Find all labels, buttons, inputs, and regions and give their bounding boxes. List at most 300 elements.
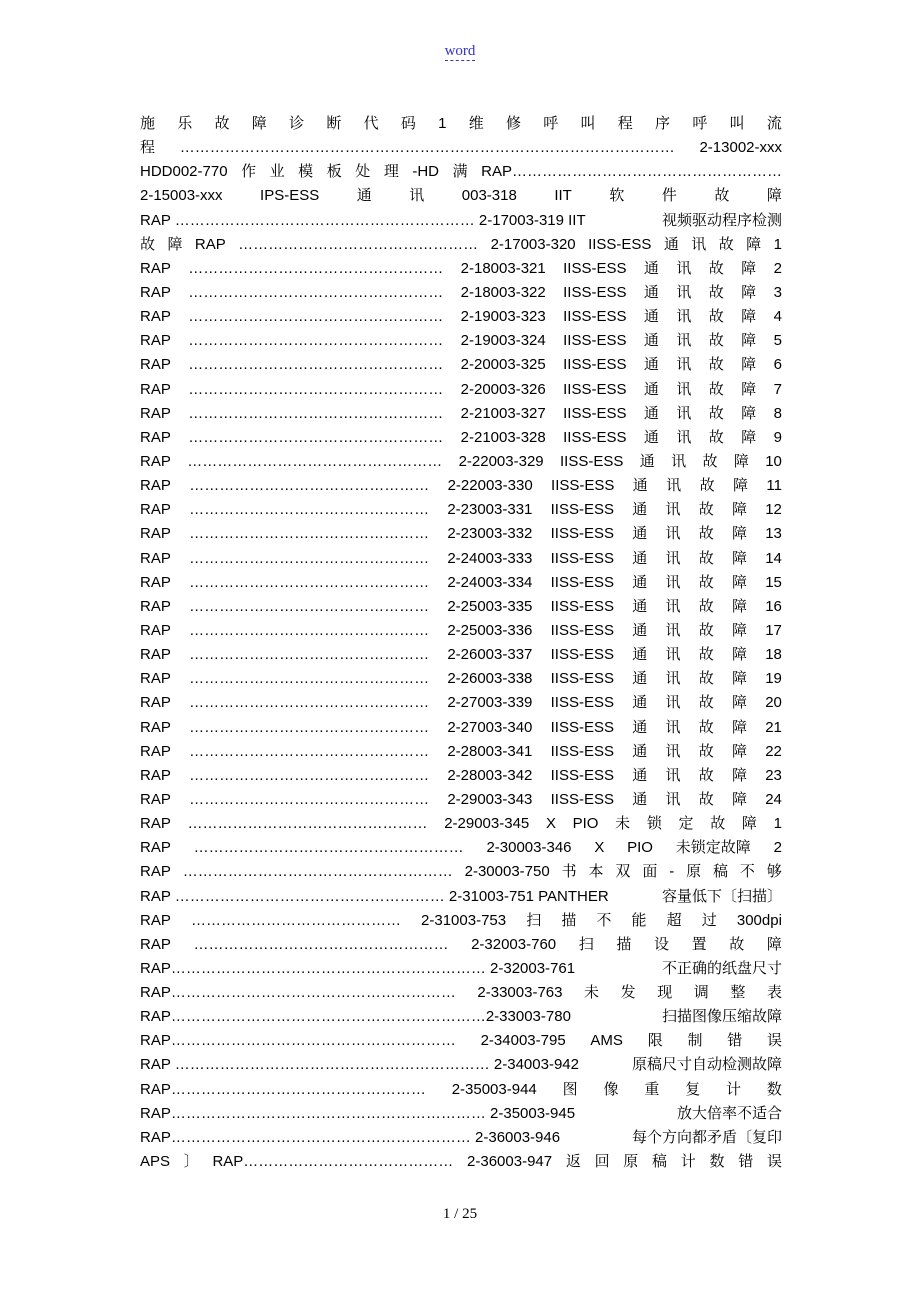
toc-token: PIO (627, 839, 653, 857)
toc-token: 故 (708, 259, 724, 277)
toc-token: 2-27003-340 (447, 718, 533, 736)
toc-token: ……………………………………………… (193, 839, 464, 857)
toc-token: 故 (698, 670, 714, 688)
toc-line (140, 1053, 782, 1077)
toc-token: 锁 (646, 815, 662, 833)
toc-token: ……………………………………………… (182, 863, 453, 881)
toc-token: 故 (708, 404, 724, 422)
toc-token: 通 (643, 428, 659, 446)
toc-line (140, 716, 782, 740)
toc-line (140, 305, 782, 329)
toc-token: 通 (632, 525, 648, 543)
toc-token: 2-30003-750 (464, 863, 550, 881)
toc-token: 未 (584, 984, 600, 1002)
toc-token: 讯 (676, 259, 692, 277)
toc-token: 整 (730, 984, 746, 1002)
toc-token: RAP……………………………………………………… 2-35003-945 (140, 1104, 576, 1122)
toc-token: RAP…………………………………………………… 2-36003-946 (140, 1128, 561, 1146)
toc-token: 通 (632, 694, 648, 712)
toc-token: IISS-ESS (563, 332, 627, 350)
toc-token: 回 (594, 1153, 610, 1171)
toc-token: 2-27003-339 (447, 694, 533, 712)
toc-token: IISS-ESS (550, 766, 614, 784)
toc-token: IISS-ESS (550, 790, 614, 808)
toc-token: 讯 (676, 283, 692, 301)
toc-token: 2-21003-327 (460, 404, 546, 422)
toc-line (140, 136, 782, 160)
toc-token: X (594, 839, 605, 857)
toc-token: 故 (708, 283, 724, 301)
toc-line (140, 885, 782, 909)
toc-line (140, 160, 782, 184)
toc-token: 呼 (543, 115, 559, 132)
toc-token: IISS-ESS (563, 308, 627, 326)
toc-token: 障 (766, 187, 782, 205)
toc-token: 2-30003-346 (486, 839, 572, 857)
toc-token: RAP …………………………………………………… 2-17003-319 IIT (140, 211, 586, 229)
toc-line (140, 691, 782, 715)
toc-token: 障 (741, 404, 757, 422)
toc-line (140, 619, 782, 643)
toc-token: 放大倍率不适合 (676, 1104, 782, 1122)
toc-token: 14 (765, 549, 782, 567)
toc-token: IISS-ESS (560, 452, 624, 470)
toc-line (140, 1029, 782, 1053)
toc-token: 障 (731, 573, 747, 591)
toc-token: 修 (505, 115, 521, 132)
toc-token: 呼 (692, 115, 708, 132)
toc-line (140, 860, 782, 884)
toc-token: 3 (773, 283, 782, 301)
toc-token: 障 (731, 621, 747, 639)
toc-token: RAP (140, 742, 171, 760)
toc-token: 模 (298, 163, 314, 181)
toc-token: 故 (718, 235, 734, 253)
toc-line (140, 281, 782, 305)
toc-token: 讯 (665, 694, 681, 712)
toc-token: 障 (167, 235, 183, 253)
toc-token: IISS-ESS (563, 404, 627, 422)
toc-token: IISS-ESS (550, 549, 614, 567)
toc-token: 讯 (409, 187, 425, 205)
toc-token: IISS-ESS (550, 525, 614, 543)
toc-token: 2-23003-331 (447, 501, 533, 519)
toc-token: IISS-ESS (563, 380, 627, 398)
toc-token: 故 (698, 718, 714, 736)
toc-token: …………………………………………… (188, 259, 444, 277)
toc-line (140, 547, 782, 571)
header-word-link[interactable]: word (444, 43, 476, 59)
toc-line (140, 667, 782, 691)
toc-token: 描 (616, 935, 632, 953)
toc-token: 故 (708, 308, 724, 326)
toc-token: 通 (632, 573, 648, 591)
toc-token: 故 (698, 573, 714, 591)
toc-token: 通 (632, 742, 648, 760)
toc-token: RAP (140, 380, 171, 398)
toc-content (140, 112, 782, 1174)
toc-token: IISS-ESS (550, 694, 614, 712)
toc-token: 处 (355, 163, 371, 181)
toc-line (140, 329, 782, 353)
toc-token: 11 (766, 477, 782, 495)
toc-line (140, 184, 782, 208)
toc-token: 故 (714, 187, 730, 205)
toc-token: RAP……………………………………………………… 2-32003-761 (140, 959, 576, 977)
toc-token: RAP (140, 718, 171, 736)
toc-token: IISS-ESS (563, 283, 627, 301)
toc-token: 调 (693, 984, 709, 1002)
toc-token: 程 (140, 139, 156, 157)
toc-token: 通 (639, 452, 655, 470)
toc-token: 障 (741, 283, 757, 301)
toc-token: IISS-ESS (563, 356, 627, 374)
toc-token: 2-13002-xxx (699, 139, 782, 157)
toc-token: 程 (617, 115, 633, 132)
toc-token: 21 (765, 718, 782, 736)
toc-token: 障 (766, 935, 782, 953)
toc-token: 讯 (665, 549, 681, 567)
toc-token: RAP (140, 766, 171, 784)
toc-token: 原 (686, 863, 702, 881)
toc-token: 通 (632, 477, 648, 495)
toc-token: 错 (738, 1153, 754, 1171)
toc-token: 代 (363, 115, 379, 132)
toc-token: …………………………………………… (188, 356, 444, 374)
toc-token: 制 (687, 1032, 703, 1050)
toc-token: 稿 (713, 863, 729, 881)
toc-token: RAP (140, 452, 171, 470)
toc-token: 板 (326, 163, 342, 181)
toc-token: -HD (412, 163, 440, 181)
toc-token: 通 (643, 356, 659, 374)
toc-token: 故 (698, 790, 714, 808)
toc-token: IISS-ESS (550, 597, 614, 615)
toc-line (140, 643, 782, 667)
toc-line (140, 402, 782, 426)
toc-token: 9 (773, 428, 782, 446)
toc-token: HDD002-770 (140, 163, 228, 181)
toc-token: 2-34003-795 (480, 1032, 566, 1050)
toc-token: RAP……………………………………………… (481, 163, 782, 181)
toc-token: ………………………………………… (238, 235, 479, 253)
toc-token: 2 (773, 259, 782, 277)
toc-token: 讯 (676, 428, 692, 446)
toc-token: 2-20003-326 (460, 380, 546, 398)
toc-line (140, 740, 782, 764)
toc-token: 讯 (676, 380, 692, 398)
toc-token: 序 (655, 115, 671, 132)
toc-token: 13 (765, 525, 782, 543)
toc-token: 故 (698, 766, 714, 784)
toc-line (140, 474, 782, 498)
toc-token: 4 (773, 308, 782, 326)
toc-line (140, 426, 782, 450)
toc-line (140, 257, 782, 281)
toc-token: 通 (643, 283, 659, 301)
toc-token: RAP ……………………………………………………… 2-34003-942 (140, 1056, 579, 1074)
toc-token: 障 (741, 332, 757, 350)
toc-token: 2-18003-321 (460, 259, 546, 277)
toc-token: 1 (438, 115, 447, 132)
toc-line (140, 957, 782, 981)
toc-token: 障 (746, 235, 762, 253)
toc-token: 软 (609, 187, 625, 205)
toc-token: - (669, 863, 675, 881)
toc-token: ………………………………………… (189, 621, 430, 639)
toc-token: 故 (214, 115, 230, 132)
page-number: 1 / 25 (442, 1206, 478, 1222)
toc-token: RAP (140, 501, 171, 519)
toc-token: RAP (140, 911, 171, 929)
toc-token: APS (140, 1153, 171, 1171)
toc-token: 稿 (652, 1153, 668, 1171)
toc-token: 误 (766, 1032, 782, 1050)
toc-token: 通 (643, 380, 659, 398)
toc-token: RAP (140, 670, 171, 688)
toc-token: RAP………………………………………………… (140, 984, 456, 1002)
toc-token: 满 (452, 163, 468, 181)
toc-token: 通 (632, 621, 648, 639)
toc-token: 2-15003-xxx (140, 187, 223, 205)
toc-token: 面 (642, 863, 658, 881)
toc-token: 障 (741, 356, 757, 374)
toc-line (140, 498, 782, 522)
toc-token: 讯 (691, 235, 707, 253)
toc-line (140, 378, 782, 402)
toc-token: 障 (732, 477, 748, 495)
toc-token: RAP (140, 935, 171, 953)
toc-token: …………………………………………… (188, 428, 444, 446)
toc-token: 讯 (665, 597, 681, 615)
toc-token: RAP (140, 621, 171, 639)
toc-token: RAP (140, 597, 171, 615)
toc-token: 讯 (665, 766, 681, 784)
toc-token: 原稿尺寸自动检测故障 (631, 1056, 782, 1074)
toc-token: IISS-ESS (550, 646, 614, 664)
toc-token: 故 (708, 332, 724, 350)
toc-token: 2-21003-328 (460, 428, 546, 446)
toc-token: 通 (632, 646, 648, 664)
toc-token: 每个方向都矛盾〔复印 (631, 1128, 782, 1146)
toc-token: 误 (766, 1153, 782, 1171)
toc-token: 讯 (665, 646, 681, 664)
toc-token: 故 (710, 815, 726, 833)
toc-token: 2-20003-325 (460, 356, 546, 374)
toc-token: 数 (766, 1080, 782, 1098)
toc-token: 置 (691, 935, 707, 953)
toc-token: 讯 (666, 477, 682, 495)
toc-token: ………………………………………… (189, 646, 430, 664)
toc-token: RAP (140, 356, 171, 374)
toc-token: 超 (666, 911, 682, 929)
toc-token: RAP (140, 259, 171, 277)
toc-token: 障 (731, 694, 747, 712)
toc-token: RAP………………………………………………… (140, 1032, 456, 1050)
toc-token: 讯 (676, 404, 692, 422)
toc-token: 通 (643, 332, 659, 350)
toc-token: 讯 (665, 790, 681, 808)
toc-token: IPS-ESS (260, 187, 320, 205)
toc-token: IISS-ESS (550, 670, 614, 688)
toc-token: 计 (680, 1153, 696, 1171)
toc-token: 17 (765, 621, 782, 639)
toc-token: 障 (741, 428, 757, 446)
toc-token: ………………………………………… (189, 525, 430, 543)
toc-token: 故 (698, 597, 714, 615)
toc-token: 障 (731, 646, 747, 664)
toc-token: 故 (702, 452, 718, 470)
toc-token: RAP (140, 863, 171, 881)
toc-token: 码 (400, 115, 416, 132)
toc-token: 障 (731, 501, 747, 519)
toc-token: 双 (615, 863, 631, 881)
toc-token: RAP (140, 525, 171, 543)
toc-token: 障 (731, 549, 747, 567)
toc-token: 2-26003-337 (447, 646, 533, 664)
toc-token: 障 (731, 670, 747, 688)
toc-token: 故 (698, 501, 714, 519)
toc-token: …………………………………………… (188, 380, 444, 398)
toc-token: 2-32003-760 (471, 935, 557, 953)
toc-token: 理 (383, 163, 399, 181)
toc-token: ………………………………………… (189, 549, 430, 567)
toc-line (140, 836, 782, 860)
toc-token: 2-29003-343 (447, 790, 533, 808)
toc-token: ………………………………………… (189, 790, 430, 808)
toc-token: ………………………………………… (189, 501, 430, 519)
toc-token: ………………………………………… (189, 694, 430, 712)
toc-line (140, 1005, 782, 1029)
toc-token: RAP ……………………………………………… 2-31003-751 PANTHER (140, 887, 609, 905)
toc-token: 2-33003-763 (477, 984, 563, 1002)
toc-token: 故 (729, 935, 745, 953)
toc-token: 容量低下〔扫描〕 (661, 887, 782, 905)
toc-token: RAP (140, 815, 171, 833)
toc-token: 障 (733, 452, 749, 470)
toc-token: 障 (741, 308, 757, 326)
toc-token: 计 (726, 1080, 742, 1098)
toc-token: 故 (708, 428, 724, 446)
toc-token: …………………………………………… (188, 404, 444, 422)
toc-token: 故 (140, 235, 156, 253)
toc-token: 讯 (676, 356, 692, 374)
toc-token: …………………………………………… (188, 308, 444, 326)
toc-token: IISS-ESS (550, 742, 614, 760)
toc-token: RAP (140, 332, 171, 350)
toc-token: ………………………………………… (187, 815, 428, 833)
toc-token: 8 (773, 404, 782, 422)
toc-token: 12 (765, 501, 782, 519)
toc-token: 通 (632, 501, 648, 519)
toc-token: X (545, 815, 556, 833)
toc-token: 20 (765, 694, 782, 712)
toc-token: 不正确的纸盘尺寸 (661, 959, 782, 977)
toc-token: …………………………………………… (193, 935, 449, 953)
toc-line (140, 595, 782, 619)
toc-token: 障 (731, 766, 747, 784)
toc-token: 讯 (665, 670, 681, 688)
toc-token: 通 (632, 549, 648, 567)
toc-token: 像 (603, 1080, 619, 1098)
toc-token: 讯 (676, 308, 692, 326)
toc-token: AMS (590, 1032, 623, 1050)
toc-line (140, 571, 782, 595)
toc-token: 表 (766, 984, 782, 1002)
toc-token: 障 (251, 115, 267, 132)
toc-token: 本 (588, 863, 604, 881)
toc-token: 障 (731, 597, 747, 615)
toc-token: 原 (623, 1153, 639, 1171)
toc-token: 返 (565, 1153, 581, 1171)
toc-token: 发 (620, 984, 636, 1002)
toc-token: 2-26003-338 (447, 670, 533, 688)
toc-token: 通 (632, 790, 648, 808)
toc-token: IISS-ESS (550, 718, 614, 736)
toc-line (140, 812, 782, 836)
toc-token: 未 (615, 815, 631, 833)
toc-token: 22 (765, 742, 782, 760)
toc-token: 讯 (665, 621, 681, 639)
toc-line (140, 1078, 782, 1102)
toc-token: 故 (698, 549, 714, 567)
toc-token: 设 (654, 935, 670, 953)
toc-token: 限 (647, 1032, 663, 1050)
page-header (0, 42, 920, 60)
toc-token: 通 (643, 259, 659, 277)
toc-token: 扫 (578, 935, 594, 953)
toc-line (140, 450, 782, 474)
toc-token: 现 (657, 984, 673, 1002)
toc-token: 能 (631, 911, 647, 929)
toc-token: ………………………………………… (189, 477, 430, 495)
toc-token: 2-35003-944 (451, 1080, 537, 1098)
toc-token: …………………………………………… (188, 283, 444, 301)
toc-token: IISS-ESS (550, 501, 614, 519)
toc-token: 23 (765, 766, 782, 784)
toc-token: 错 (727, 1032, 743, 1050)
toc-token: 300dpi (736, 911, 782, 929)
toc-token: 乐 (177, 115, 193, 132)
toc-token: IIT (554, 187, 572, 205)
toc-token: 讯 (665, 525, 681, 543)
toc-token: 障 (741, 815, 757, 833)
toc-token: 〕 (183, 1153, 199, 1171)
toc-token: 讯 (665, 573, 681, 591)
toc-token: 重 (644, 1080, 660, 1098)
toc-token: 5 (773, 332, 782, 350)
toc-token: 通 (632, 597, 648, 615)
toc-token: RAP (140, 404, 171, 422)
toc-token: 件 (661, 187, 677, 205)
toc-token: 2-28003-341 (447, 742, 533, 760)
toc-token: 不 (739, 863, 755, 881)
toc-token: 不 (596, 911, 612, 929)
toc-token: 扫 (526, 911, 542, 929)
toc-token: ………………………………………… (189, 670, 430, 688)
toc-token: 2-24003-333 (447, 549, 533, 567)
toc-token: 业 (269, 163, 285, 181)
toc-token: 断 (326, 115, 342, 132)
toc-token: IISS-ESS (550, 573, 614, 591)
toc-token: ………………………………………… (189, 573, 430, 591)
toc-token: RAP………………………………………………………2-33003-780 (140, 1008, 571, 1026)
toc-token: 视频驱动程序检测 (661, 211, 782, 229)
toc-token: …………………………………… (190, 911, 401, 929)
toc-token: 障 (731, 525, 747, 543)
toc-token: 障 (731, 742, 747, 760)
toc-token: 2-19003-323 (460, 308, 546, 326)
